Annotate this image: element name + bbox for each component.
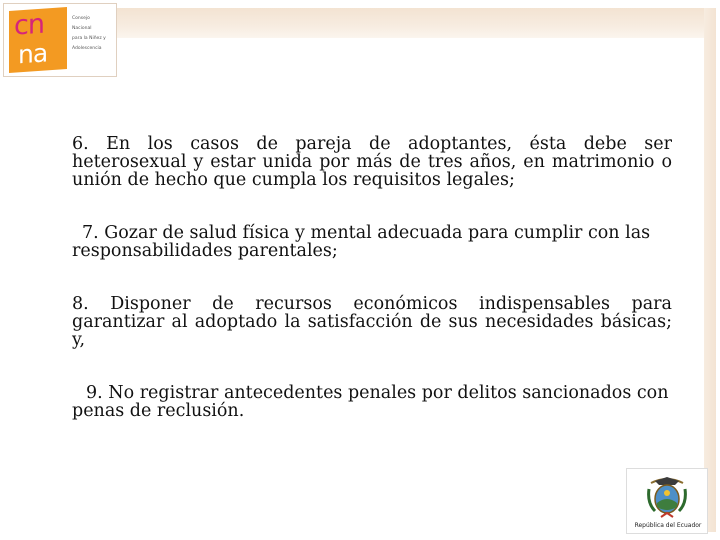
list-item [72,295,672,349]
item-text: Disponer de recursos económicos indispensables para garantizar al adoptado la satisfacción de sus necesidades básicas; y, [72,294,672,350]
item-text: Gozar de salud física y mental adecuada para cumplir con las responsabilidades parentales; [72,223,651,261]
side-decorative-bar [704,8,716,532]
logo-text-line: Nacional [72,26,92,31]
header-decorative-bar [112,8,714,38]
seal-caption: República del Ecuador [634,522,702,529]
list-item [72,135,672,189]
item-text: En los casos de pareja de adoptantes, ésta debe ser heterosexual y estar unida por más de tres años, en matrimonio o unión de hecho que cumpla los requisitos legales; [72,134,672,190]
logo-text-line: para la Niñez y [72,36,106,41]
logo-mark-top: cn [14,8,44,42]
list-item [72,384,672,420]
coat-of-arms-icon [645,473,689,519]
logo-text-line: Consejo [72,16,90,21]
logo-text-line: Adolescencia [72,46,102,51]
item-number: 7. [82,223,99,243]
cnna-logo-mark [9,7,67,73]
item-number: 8. [72,294,89,314]
cnna-logo [3,3,117,77]
item-number: 9. [86,383,103,403]
list-item [72,224,672,260]
logo-text [72,14,116,54]
item-number: 6. [72,134,89,154]
logo-mark-bottom: na [18,38,48,70]
item-text: No registrar antecedentes penales por delitos sancionados con penas de reclusión. [72,383,669,421]
requirements-list [72,135,672,455]
ecuador-seal [626,468,708,534]
